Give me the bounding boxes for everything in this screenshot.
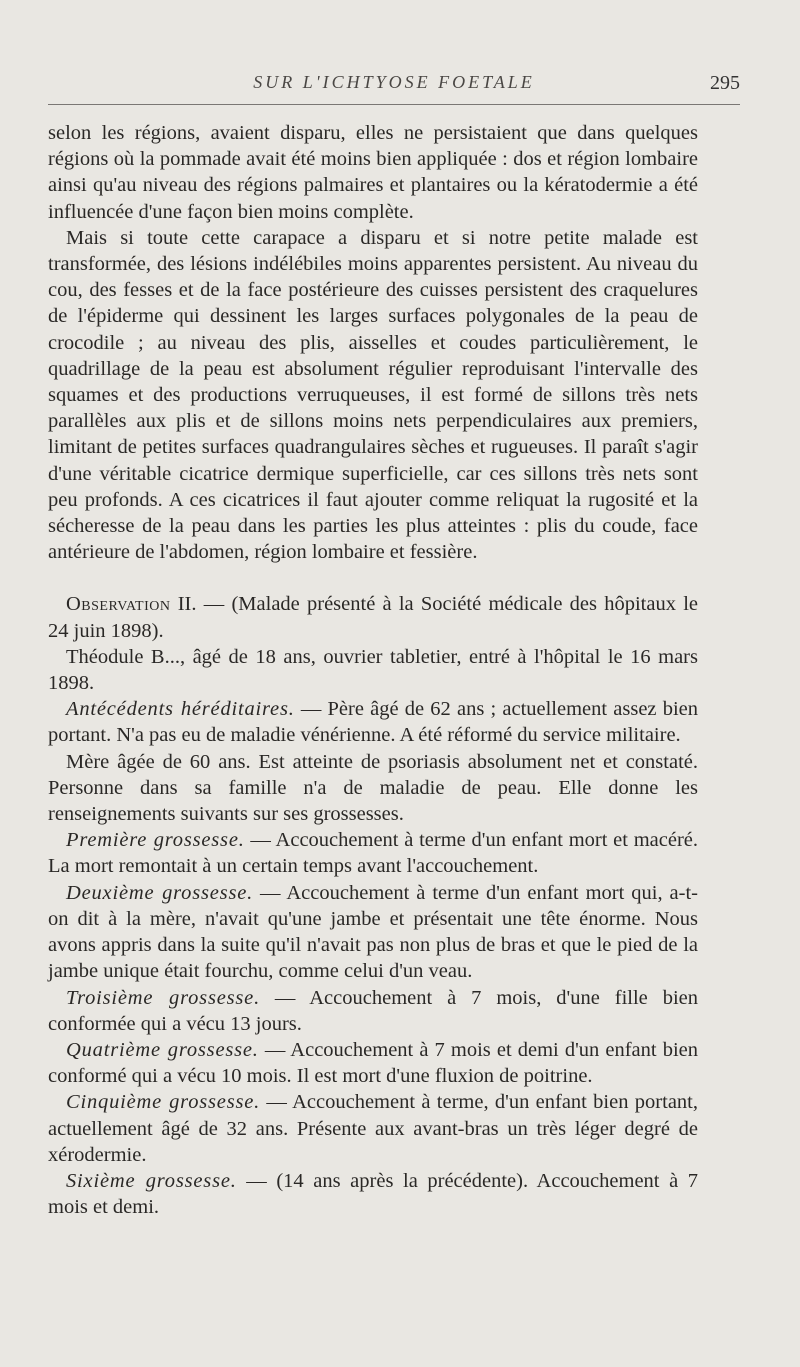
pregnancy-2-text: — Accouchement à terme d'un enfant mort qui, a-t-on dit à la mère, n'avait qu'une jambe et présentait une tête énorme. Nous avons appris dans la suite qu'il n'avait pas non plus de bras et que le pied de la jambe unique était fourchu, comme celui d'un veau. <box>48 881 698 983</box>
antecedents-text: — Père âgé de 62 ans ; actuellement assez bien portant. N'a pas eu de maladie vénérienne. A été réformé du service militaire. <box>48 698 699 747</box>
paragraph-pregnancy-4 <box>48 1037 698 1089</box>
observation-text: II. — (Malade présenté à la Société médicale des hôpitaux le 24 juin 1898). <box>48 593 698 642</box>
pregnancy-5-text: — Accouchement à terme, d'un enfant bien portant, actuellement âgé de 32 ans. Présente aux avant-bras un très léger degré de xérodermie. <box>48 1091 698 1166</box>
pregnancy-6-text: — (14 ans après la précédente). Accouchement à 7 mois et demi. <box>48 1169 699 1219</box>
paragraph-pregnancy-3 <box>48 985 698 1037</box>
paragraph-pregnancy-5 <box>48 1089 698 1168</box>
page-number: 295 <box>710 72 740 94</box>
paragraph-pregnancy-2 <box>48 880 698 985</box>
antecedents-label: Antécédents héréditaires. <box>66 698 295 721</box>
paragraph-patient: Théodule B..., âgé de 18 ans, ouvrier tabletier, entré à l'hôpital le 16 mars 1898. <box>48 645 698 695</box>
pregnancy-6-label: Sixième grossesse. <box>66 1169 237 1192</box>
pregnancy-1-text: — Accouchement à terme d'un enfant mort et macéré. La mort remontait à un certain temps avant l'accouchement. <box>48 829 699 878</box>
page-body <box>48 120 698 1220</box>
pregnancy-4-text: — Accouchement à 7 mois et demi d'un enfant bien conformé qui a vécu 10 mois. Il est mort d'une fluxion de poitrine. <box>48 1038 698 1088</box>
pregnancy-5-label: Cinquième grossesse. <box>66 1091 261 1114</box>
pregnancy-2-label: Deuxième grossesse. <box>66 881 254 904</box>
running-title: SUR L'ICHTYOSE FOETALE <box>253 72 535 92</box>
paragraph-continuation: selon les régions, avaient disparu, elles ne persistaient que dans quelques régions où la pommade avait été moins bien appliquée : dos et région lombaire ainsi qu'au niveau des régions palmaires et plantaires ou la kératodermie a été influencée d'une façon bien moins complète. <box>48 122 698 223</box>
observation-label: Observation <box>66 593 171 616</box>
paragraph-pregnancy-1 <box>48 827 698 879</box>
pregnancy-3-label: Troisième grossesse. <box>66 986 260 1009</box>
paragraph-antecedents <box>48 696 698 748</box>
paragraph-mother: Mère âgée de 60 ans. Est atteinte de psoriasis absolument net et constaté. Personne dans sa famille n'a de maladie de peau. Elle donne les renseignements suivants sur ses grossesses. <box>48 750 698 826</box>
page-header <box>48 72 740 108</box>
observation-heading <box>48 591 698 643</box>
paragraph-lesions: Mais si toute cette carapace a disparu et si notre petite malade est transformée, des lésions indélébiles moins apparentes persistent. Au niveau du cou, des fesses et de la face postérieure des cuisses persistent des craquelures de l'épiderme qui dessinent les larges surfaces polygonales de la peau de crocodile ; au niveau des plis, aisselles et coudes particulièrement, le quadrillage de la peau est absolument régulier reproduisant l'intervalle des squames et des productions verruqueuses, il est formé de sillons très nets parallèles aux plis et de sillons moins nets perpendiculaires aux premiers, limitant de petites surfaces quadrangulaires sèches et rugueuses. Il paraît s'agir d'une véritable cicatrice dermique superficielle, car ces sillons très nets sont peu profonds. A ces cicatrices il faut ajouter comme reliquat la rugosité et la sécheresse de la peau dans les parties les plus atteintes : plis du coude, face antérieure de l'abdomen, région lombaire et fessière. <box>48 226 698 564</box>
pregnancy-1-label: Première grossesse. <box>66 829 245 852</box>
header-rule <box>48 104 740 105</box>
paragraph-pregnancy-6 <box>48 1168 698 1220</box>
pregnancy-4-label: Quatrième grossesse. <box>66 1038 259 1061</box>
pregnancy-3-text: — Accouchement à 7 mois, d'une fille bien conformée qui a vécu 13 jours. <box>48 986 698 1035</box>
